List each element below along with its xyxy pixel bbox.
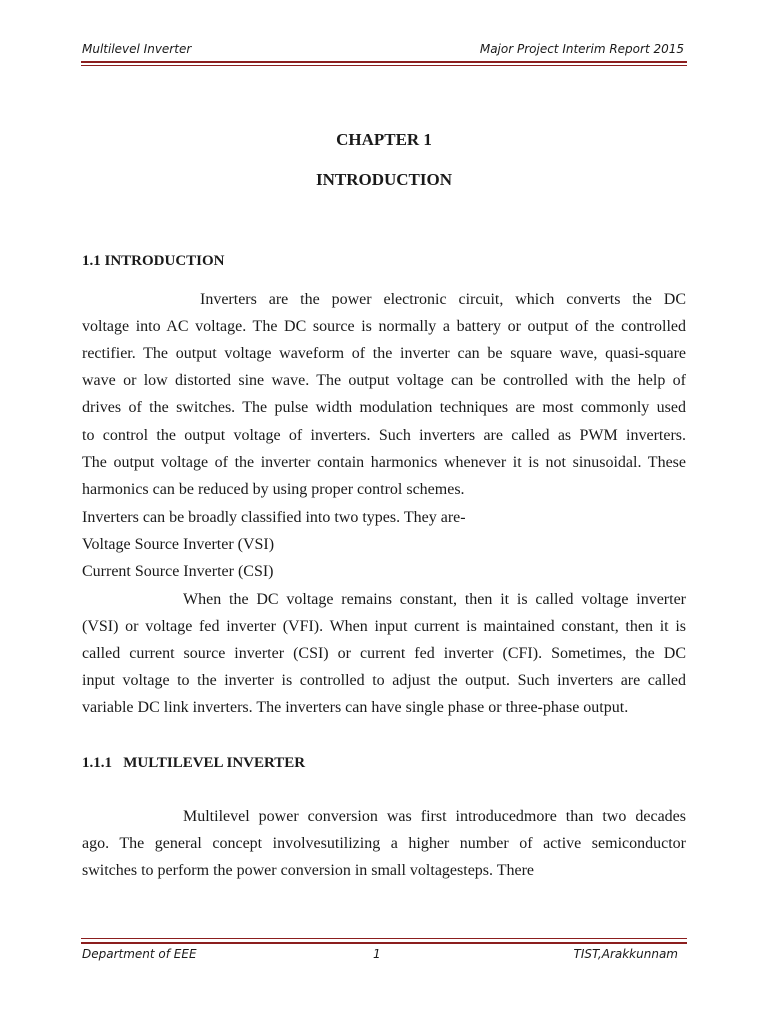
section-heading: 1.1 INTRODUCTION xyxy=(82,253,225,269)
body-line: ago. The general concept involvesutilizing a higher number of active semiconductor xyxy=(82,835,686,852)
body-line: rectifier. The output voltage waveform of the inverter can be square wave, quasi-square xyxy=(82,345,686,362)
header-rule xyxy=(81,61,687,63)
page-header-left: Multilevel Inverter xyxy=(82,42,192,56)
body-line: voltage into AC voltage. The DC source is normally a battery or output of the controlled xyxy=(82,318,686,335)
body-line: drives of the switches. The pulse width modulation techniques are most commonly used xyxy=(82,399,686,416)
body-line: input voltage to the inverter is controlled to adjust the output. Such inverters are called xyxy=(82,672,686,689)
body-line: Multilevel power conversion was first introducedmore than two decades xyxy=(183,808,686,825)
footer-rule-thin xyxy=(81,938,687,939)
page-number: 1 xyxy=(373,947,381,961)
body-line: The output voltage of the inverter contain harmonics whenever it is not sinusoidal. These xyxy=(82,454,686,471)
body-line: When the DC voltage remains constant, then it is called voltage inverter xyxy=(183,591,686,608)
page-header-right: Major Project Interim Report 2015 xyxy=(479,42,684,56)
footer-right: TIST,Arakkunnam xyxy=(573,947,678,961)
body-line: called current source inverter (CSI) or current fed inverter (CFI). Sometimes, the DC xyxy=(82,645,686,662)
body-line: Inverters are the power electronic circuit, which converts the DC xyxy=(200,291,686,308)
body-line: wave or low distorted sine wave. The output voltage can be controlled with the help of xyxy=(82,372,686,389)
subsection-heading: 1.1.1 MULTILEVEL INVERTER xyxy=(82,755,306,771)
footer-left: Department of EEE xyxy=(82,947,197,961)
body-line: Voltage Source Inverter (VSI) xyxy=(82,536,275,553)
footer-rule xyxy=(81,942,687,944)
body-line: (VSI) or voltage fed inverter (VFI). When input current is maintained constant, then it is xyxy=(82,618,686,635)
body-line: to control the output voltage of inverters. Such inverters are called as PWM inverters. xyxy=(82,427,686,444)
body-line: Current Source Inverter (CSI) xyxy=(82,563,274,580)
chapter-title: INTRODUCTION xyxy=(315,170,453,189)
body-line: harmonics can be reduced by using proper control schemes. xyxy=(82,481,465,498)
body-line: variable DC link inverters. The inverters can have single phase or three-phase output. xyxy=(82,699,629,716)
header-rule-thin xyxy=(81,65,687,66)
chapter-number: CHAPTER 1 xyxy=(336,130,432,149)
body-line: switches to perform the power conversion in small voltagesteps. There xyxy=(82,862,535,879)
body-line: Inverters can be broadly classified into two types. They are- xyxy=(82,509,466,526)
